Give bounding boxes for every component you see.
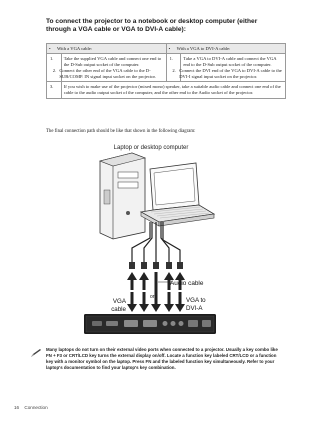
vga-label-line-1: VGA <box>112 298 126 305</box>
section-name: Connection <box>24 405 48 410</box>
dvi-step-2: Connect the DVI end of the VGA to DVI-A cable to the DVI-I signal input socket on the projector. <box>179 67 282 79</box>
dvi-label-line-1: VGA to <box>186 297 206 304</box>
page-number: 16 <box>14 405 20 410</box>
dvi-step-1: Take a VGA to DVI-A cable and connect the VGA end to the D-Sub output socket of the computer. <box>183 55 277 67</box>
diagram-title: Laptop or desktop computer <box>113 145 189 151</box>
diagram-intro: The final connection path should be like that shown in the following diagram: <box>46 129 196 134</box>
step-number: 2. <box>172 67 176 73</box>
note-text: Many laptops do not turn on their external video ports when connected to a projector. Usually a key combo like FN + F3 or CRT/LCD key turns the external display on/off. Locate a function key labeled CRT/LCD or a function key with a monitor symbol on the laptop. Press FN and the labeled function key simultaneously. Refer to your laptop's documentation to find your laptop's key combination. <box>46 347 278 370</box>
dvi-label-line-2: DVI-A <box>186 305 203 312</box>
step-number: 1. <box>47 54 62 82</box>
audio-step: If you wish to make use of the projector (mixed mono) speaker, take a suitable audio cable and connect one end of the cable to the audio output socket of the computer, and the other end to the Audio socket of the projector. <box>61 82 285 98</box>
projector-rear-panel-icon <box>84 314 216 334</box>
header-vga-label: With a VGA cable: <box>57 45 93 51</box>
header-dvi: • With a VGA to DVI-A cable: <box>166 44 285 54</box>
step-number: 1. <box>166 54 181 82</box>
page-footer <box>14 405 52 410</box>
audio-cable-label: Audio cable <box>170 280 204 287</box>
header-dvi-label: With a VGA to DVI-A cable: <box>176 45 231 51</box>
step-number: 3. <box>47 82 62 98</box>
desktop-tower-icon <box>100 153 145 239</box>
header-vga: • With a VGA cable: <box>47 44 167 54</box>
section-heading: To connect the projector to a notebook or desktop computer (either through a VGA cable or VGA to DVI-A cable): <box>46 18 258 34</box>
step-number: 2. <box>52 67 57 73</box>
vga-step-2: Connect the other end of the VGA cable to the D-SUB/COMP. IN signal input socket on the projector. <box>59 67 156 79</box>
cable-connectors <box>129 262 183 269</box>
vga-step-1: Take the supplied VGA cable and connect one end to the D-Sub output socket of the computer. <box>63 55 162 67</box>
note-pencil-icon <box>30 348 42 358</box>
or-label: or <box>150 294 155 300</box>
vga-label-line-2: cable <box>111 306 126 313</box>
laptop-icon <box>141 163 214 226</box>
